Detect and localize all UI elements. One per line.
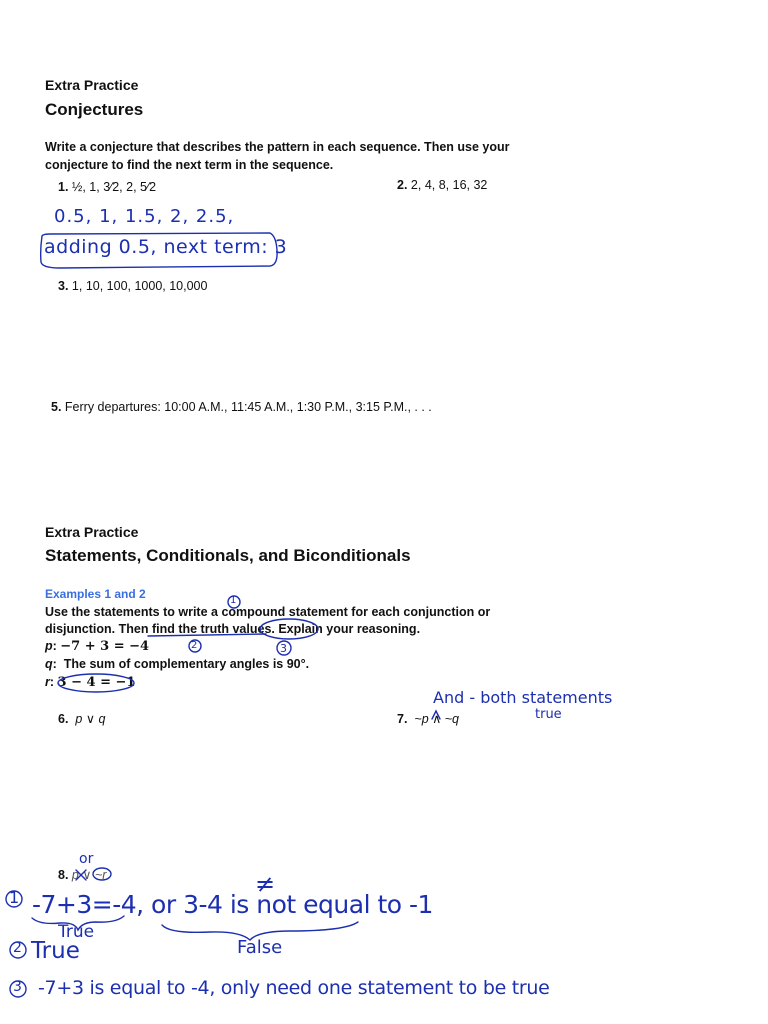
problem-3-number: 3. <box>58 279 69 293</box>
statement-p-var: p <box>45 639 53 653</box>
examples-label: Examples 1 and 2 <box>45 587 146 601</box>
statement-r-var: r <box>45 675 50 689</box>
problem-7 <box>397 711 459 726</box>
problem-8 <box>58 867 106 882</box>
hw-circle-2-label: 2 <box>191 640 198 651</box>
problem-7-expr: ~p ∧ ~q <box>414 712 459 726</box>
problem-6-expr: p ∨ q <box>75 712 106 726</box>
problem-1-sequence: ½, 1, 3⁄2, 2, 5⁄2 <box>71 180 157 194</box>
hw-step-2: True <box>31 938 80 964</box>
section2-title: Statements, Conditionals, and Biconditionals <box>45 546 411 565</box>
problem-2 <box>397 178 487 192</box>
section2-instructions-line2: disjunction. Then find the truth values. Explain your reasoning. <box>45 622 421 636</box>
problem-1 <box>58 180 156 194</box>
problem-6-number: 6. <box>58 712 69 726</box>
hw-answer-line1: -7+3=-4, or 3-4 is not equal to -1 <box>32 890 433 919</box>
hw-false-label: False <box>237 937 283 958</box>
section2-instructions-line1: Use the statements to write a compound statement for each conjunction or <box>45 605 491 619</box>
statement-r: r: 3 − 4 = −1 <box>45 675 136 690</box>
statement-q-text: The sum of complementary angles is 90°. <box>63 657 310 671</box>
hw-and-note-line2: true <box>535 707 562 722</box>
hw-conjecture-answer: adding 0.5, next term: 3 <box>44 236 288 258</box>
hw-neq-mark: ≠ <box>255 870 276 898</box>
problem-1-number: 1. <box>58 180 69 194</box>
hw-and-note-line1: And - both statements <box>433 688 613 707</box>
hw-circle-1-label: 1 <box>230 595 237 606</box>
problem-2-number: 2. <box>397 178 408 192</box>
problem-3 <box>58 279 207 293</box>
statement-q: q: The sum of complementary angles is 90°. <box>45 657 310 671</box>
section2-header: Extra Practice <box>45 524 139 540</box>
section1-title: Conjectures <box>45 100 144 119</box>
hw-circle-3-label: 3 <box>280 642 287 655</box>
hw-step-3: -7+3 is equal to -4, only need one statement to be true <box>38 977 550 999</box>
hw-sequence-values: 0.5, 1, 1.5, 2, 2.5, <box>54 206 235 227</box>
problem-5 <box>51 400 432 414</box>
problem-8-expr: p ∨ ~r <box>71 868 107 882</box>
problem-5-number: 5. <box>51 400 62 414</box>
statement-p: p: −7 + 3 = −4 <box>45 639 150 654</box>
problem-2-sequence: 2, 4, 8, 16, 32 <box>410 178 488 192</box>
problem-8-number: 8. <box>58 868 69 882</box>
statement-p-text: −7 + 3 = −4 <box>60 639 150 654</box>
hw-step-3-number: 3 <box>13 979 22 995</box>
section1-instructions-line1: Write a conjecture that describes the pattern in each sequence. Then use your <box>45 140 510 154</box>
statement-q-var: q <box>45 657 53 671</box>
hw-step-2-number: 2 <box>13 940 22 956</box>
hw-true-label: True <box>58 922 95 942</box>
hw-or-mark: or <box>79 851 94 867</box>
section1-instructions-line2: conjecture to find the next term in the sequence. <box>45 158 334 172</box>
statement-r-text: 3 − 4 = −1 <box>57 675 136 690</box>
section1-header: Extra Practice <box>45 77 139 93</box>
problem-7-number: 7. <box>397 712 408 726</box>
problem-3-sequence: 1, 10, 100, 1000, 10,000 <box>71 279 208 293</box>
hw-step-1-number: 1 <box>9 888 20 907</box>
problem-6 <box>58 711 105 726</box>
problem-5-sequence: Ferry departures: 10:00 A.M., 11:45 A.M., 1:30 P.M., 3:15 P.M., . . . <box>64 400 432 414</box>
